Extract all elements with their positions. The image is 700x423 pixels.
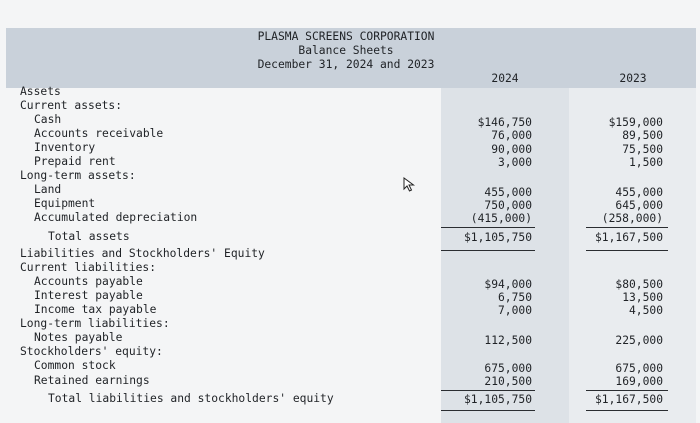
subtotal-rule-2024-liabilities xyxy=(441,390,535,391)
value-2024-notes-payable: 112,500 xyxy=(484,334,532,347)
company-name: PLASMA SCREENS CORPORATION xyxy=(257,30,435,43)
row-label-inventory: Inventory xyxy=(34,141,96,154)
row-label-total-assets: Total assets xyxy=(48,230,130,243)
subsection-current-assets: Current assets: xyxy=(20,99,123,112)
total-rule-2023-liabilities xyxy=(586,410,668,411)
row-label-land: Land xyxy=(34,183,62,196)
subtotal-rule-2023 xyxy=(586,227,668,228)
statement-title: Balance Sheets xyxy=(298,44,394,57)
row-label-accounts-receivable: Accounts receivable xyxy=(34,127,164,140)
value-2024-total-assets: $1,105,750 xyxy=(463,231,532,244)
value-2023-land: 455,000 xyxy=(615,186,663,199)
value-2023-income-tax-payable: 4,500 xyxy=(628,304,663,317)
value-2024-income-tax-payable: 7,000 xyxy=(497,304,532,317)
row-label-equipment: Equipment xyxy=(34,197,96,210)
value-2023-total-liabilities-equity: $1,167,500 xyxy=(594,393,663,406)
row-label-cash: Cash xyxy=(34,113,62,126)
row-label-interest-payable: Interest payable xyxy=(34,289,143,302)
value-2024-inventory: 90,000 xyxy=(491,143,532,156)
total-rule-2024-liabilities xyxy=(441,410,535,411)
value-2023-notes-payable: 225,000 xyxy=(615,334,663,347)
row-label-accounts-payable: Accounts payable xyxy=(34,275,143,288)
row-label-notes-payable: Notes payable xyxy=(34,331,123,344)
value-2023-accumulated-depreciation: (258,000) xyxy=(601,212,663,225)
value-2023-accounts-receivable: 89,500 xyxy=(622,129,663,142)
subtotal-rule-2024 xyxy=(441,227,535,228)
statement-date: December 31, 2024 and 2023 xyxy=(257,58,435,71)
value-2023-common-stock: 675,000 xyxy=(615,362,663,375)
column-header-2023: 2023 xyxy=(619,72,647,85)
subsection-long-term-liabilities: Long-term liabilities: xyxy=(20,317,170,330)
row-label-prepaid-rent: Prepaid rent xyxy=(34,155,116,168)
value-2023-accounts-payable: $80,500 xyxy=(615,278,663,291)
total-rule-2023 xyxy=(586,250,668,251)
value-2024-equipment: 750,000 xyxy=(484,199,532,212)
value-2023-inventory: 75,500 xyxy=(622,143,663,156)
value-2024-common-stock: 675,000 xyxy=(484,362,532,375)
value-2024-accounts-payable: $94,000 xyxy=(484,278,532,291)
row-label-common-stock: Common stock xyxy=(34,359,116,372)
section-assets: Assets xyxy=(20,85,61,98)
column-header-2024: 2024 xyxy=(491,72,519,85)
value-2023-equipment: 645,000 xyxy=(615,199,663,212)
value-2024-retained-earnings: 210,500 xyxy=(484,375,532,388)
value-2024-land: 455,000 xyxy=(484,186,532,199)
value-2024-accumulated-depreciation: (415,000) xyxy=(470,212,532,225)
row-label-income-tax-payable: Income tax payable xyxy=(34,303,157,316)
row-label-total-liabilities-equity: Total liabilities and stockholders' equity xyxy=(48,392,334,405)
mouse-pointer-icon xyxy=(403,177,417,193)
value-2024-accounts-receivable: 76,000 xyxy=(491,129,532,142)
total-rule-2024 xyxy=(441,250,535,251)
row-label-accumulated-depreciation: Accumulated depreciation xyxy=(34,211,198,224)
value-2023-cash: $159,000 xyxy=(608,116,663,129)
section-liabilities-equity: Liabilities and Stockholders' Equity xyxy=(20,247,265,260)
value-2023-prepaid-rent: 1,500 xyxy=(628,156,663,169)
value-2024-interest-payable: 6,750 xyxy=(497,291,532,304)
value-2024-cash: $146,750 xyxy=(477,116,532,129)
subtotal-rule-2023-liabilities xyxy=(586,390,668,391)
subsection-long-term-assets: Long-term assets: xyxy=(20,169,136,182)
subsection-current-liabilities: Current liabilities: xyxy=(20,261,157,274)
row-label-retained-earnings: Retained earnings xyxy=(34,374,150,387)
subsection-stockholders-equity: Stockholders' equity: xyxy=(20,345,163,358)
value-2023-retained-earnings: 169,000 xyxy=(615,375,663,388)
value-2023-total-assets: $1,167,500 xyxy=(594,231,663,244)
value-2024-prepaid-rent: 3,000 xyxy=(497,156,532,169)
value-2023-interest-payable: 13,500 xyxy=(622,291,663,304)
value-2024-total-liabilities-equity: $1,105,750 xyxy=(463,393,532,406)
